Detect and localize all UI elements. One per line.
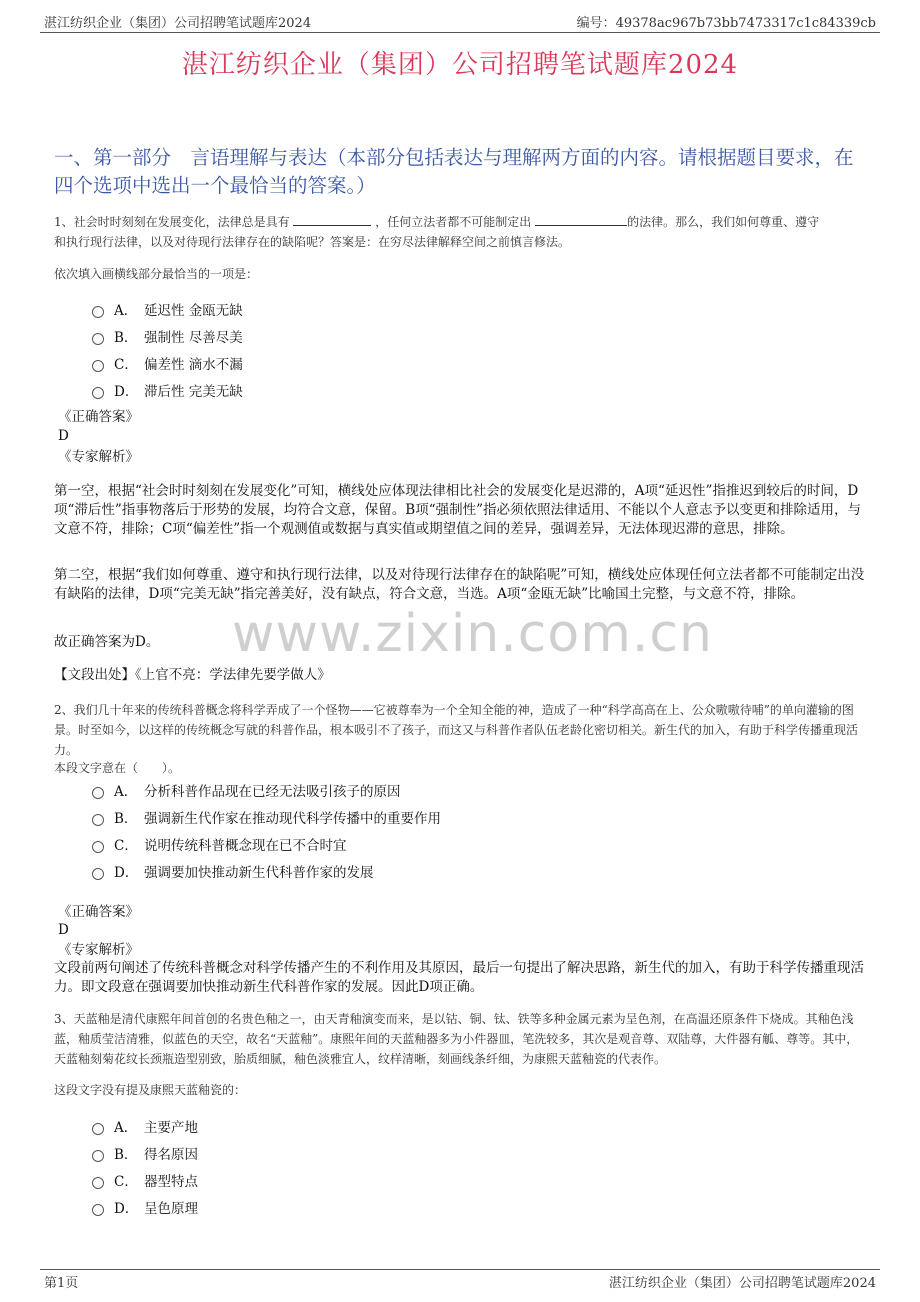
option-c[interactable]: C． 偏差性 滴水不漏 — [92, 349, 243, 376]
option-b[interactable]: B． 强制性 尽善尽美 — [92, 322, 243, 349]
q1-text-part: 1、社会时时刻刻在发展变化，法律总是具有 — [54, 215, 290, 229]
analysis-paragraph: 文段前两句阐述了传统科普概念对科学传播产生的不利作用及其原因，最后一句提出了解决思路，新生代的加入，有助于科学传播重现活力。即文段意在强调要加快推动新生代科普作家的发展。因此D项正确。 — [54, 960, 864, 995]
radio-icon[interactable] — [92, 868, 104, 880]
analysis-conclusion: 故正确答案为D。 — [54, 634, 160, 650]
radio-icon[interactable] — [92, 841, 104, 853]
option-c[interactable]: C． 说明传统科普概念现在已不合时宜 — [92, 830, 441, 857]
option-d[interactable]: D． 滞后性 完美无缺 — [92, 376, 243, 403]
source-citation: 【文段出处】《上官不亮：学法律先要学做人》 — [54, 667, 331, 683]
option-d[interactable]: D． 呈色原理 — [92, 1193, 198, 1220]
q1-text-part: 的法律。那么，我们如何尊重、遵守 — [627, 215, 820, 229]
option-a[interactable]: A． 分析科普作品现在已经无法吸引孩子的原因 — [92, 776, 441, 803]
watermark: www.zixin.com.cn — [232, 604, 713, 664]
radio-icon[interactable] — [92, 814, 104, 826]
answer-value: D — [58, 922, 69, 938]
radio-icon[interactable] — [92, 360, 104, 372]
radio-icon[interactable] — [92, 787, 104, 799]
radio-icon[interactable] — [92, 1204, 104, 1216]
question-3-options — [92, 1112, 198, 1220]
footer-doc-title: 湛江纺织企业（集团）公司招聘笔试题库2024 — [608, 1276, 876, 1291]
header-doc-title: 湛江纺织企业（集团）公司招聘笔试题库2024 — [44, 16, 312, 31]
radio-icon[interactable] — [92, 387, 104, 399]
section-heading: 一、第一部分 言语理解与表达（本部分包括表达与理解两方面的内容。请根据题目要求，在四个选项中选出一个最恰当的答案。） — [54, 146, 854, 197]
question-1-prompt: 依次填入画横线部分最恰当的一项是： — [54, 267, 259, 281]
radio-icon[interactable] — [92, 1177, 104, 1189]
analysis-label: 《专家解析》 — [58, 449, 139, 465]
question-2-stem: 2、我们几十年来的传统科普概念将科学弄成了一个怪物——它被尊奉为一个全知全能的神，造成了一种“科学高高在上、公众嗷嗷待哺”的单向灌输的图景。时至如今，以这样的传统概念写就的科普作品，根本吸引不了孩子，而这又与科普作者队伍老龄化密切相关。新生代的加入，有助于科学传播重现活力。 — [54, 703, 859, 757]
option-a[interactable]: A． 延迟性 金瓯无缺 — [92, 295, 243, 322]
analysis-paragraph-2: 第二空，根据“我们如何尊重、遵守和执行现行法律，以及对待现行法律存在的缺陷呢”可知，横线处应体现任何立法者都不可能制定出没有缺陷的法律，D项“完美无缺”指完善美好，没有缺点，符合文意，当选。A项“金瓯无缺”比喻国土完整，与文意不符，排除。 — [54, 567, 865, 602]
question-2-options — [92, 776, 441, 884]
option-c[interactable]: C． 器型特点 — [92, 1166, 198, 1193]
option-b[interactable]: B． 强调新生代作家在推动现代科学传播中的重要作用 — [92, 803, 441, 830]
page-header — [40, 12, 880, 32]
question-2-prompt: 本段文字意在（ ）。 — [54, 761, 181, 775]
analysis-paragraph-1: 第一空，根据“社会时时刻刻在发展变化”可知，横线处应体现法律相比社会的发展变化是迟滞的，A项“延迟性”指推迟到较后的时间，D项“滞后性”指事物落后于形势的发展，均符合文意，保留。B项“强制性”指必须依照法律适用、不能以个人意志予以变更和排除适用，与文意不符，排除；C项“偏差性”指一个观测值或数据与真实值或期望值之间的差异，强调差异，无法体现迟滞的意思，排除。 — [54, 483, 862, 537]
fill-blank-1 — [293, 213, 371, 226]
answer-label: 《正确答案》 — [58, 409, 139, 425]
radio-icon[interactable] — [92, 1150, 104, 1162]
radio-icon[interactable] — [92, 1123, 104, 1135]
radio-icon[interactable] — [92, 306, 104, 318]
header-divider — [40, 32, 880, 33]
answer-value: D — [58, 428, 69, 444]
footer-divider — [40, 1269, 880, 1270]
question-3-stem: 3、天蓝釉是清代康熙年间首创的名贵色釉之一，由天青釉演变而来，是以钴、铜、钛、铁等多种金属元素为呈色剂，在高温还原条件下烧成。其釉色浅蓝，釉质莹洁清雅，似蓝色的天空，故名“天蓝釉”。康熙年间的天蓝釉器多为小件器皿，笔洗较多，其次是观音尊、双陆尊，大件器有觚、尊等。其中，天蓝釉刻菊花纹长颈瓶造型别致，胎质细腻，釉色淡雅宜人，纹样清晰，刻画线条纤细，为康熙天蓝釉瓷的代表作。 — [54, 1012, 859, 1066]
option-a[interactable]: A． 主要产地 — [92, 1112, 198, 1139]
analysis-label: 《专家解析》 — [58, 942, 139, 958]
question-1-options — [92, 295, 243, 403]
header-doc-number: 编号：49378ac967b73bb7473317c1c84339cb — [576, 16, 876, 31]
fill-blank-2 — [535, 213, 627, 226]
option-d[interactable]: D． 强调要加快推动新生代科普作家的发展 — [92, 857, 441, 884]
page-title: 湛江纺织企业（集团）公司招聘笔试题库2024 — [181, 50, 739, 80]
answer-label: 《正确答案》 — [58, 904, 139, 920]
question-1-stem — [54, 212, 868, 252]
q1-text-part: 和执行现行法律，以及对待现行法律存在的缺陷呢？答案是：在穷尽法律解释空间之前慎言修法。 — [54, 235, 571, 249]
q1-text-part: ，任何立法者都不可能制定出 — [375, 215, 532, 229]
radio-icon[interactable] — [92, 333, 104, 345]
question-3-prompt: 这段文字没有提及康熙天蓝釉瓷的： — [54, 1083, 247, 1097]
page-number: 第1页 — [44, 1276, 79, 1291]
option-b[interactable]: B． 得名原因 — [92, 1139, 198, 1166]
